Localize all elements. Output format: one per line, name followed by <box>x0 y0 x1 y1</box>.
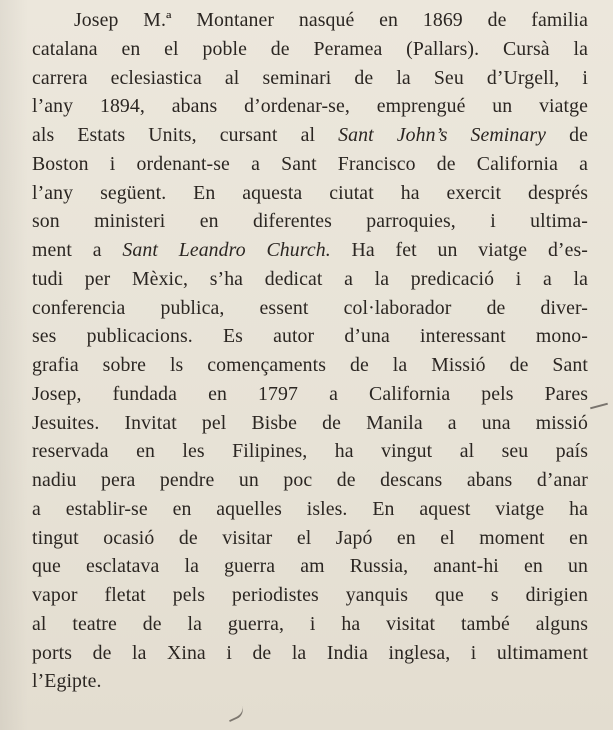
ink-mark <box>224 702 246 722</box>
text-segment: tingut ocasió de visitar el Japó en el moment en <box>32 526 588 549</box>
text-segment: catalana en el poble de Peramea (Pallars). Cursà la <box>32 37 588 60</box>
text-segment: reservada en les Filipines, ha vingut al seu país <box>32 440 588 463</box>
text-segment: a establir-se en aquelles isles. En aquest viatge ha <box>32 497 588 520</box>
italic-text: Sant Leandro Church. <box>122 239 331 261</box>
text-segment: Boston i ordenant-se a Sant Francisco de California a <box>32 152 588 175</box>
text-line <box>32 236 588 265</box>
text-segment: carrera eclesiastica al seminari de la Seu d’Urgell, i <box>32 66 588 89</box>
text-segment: conferencia publica, essent col·laborador de diver- <box>32 296 588 319</box>
text-line <box>32 64 588 93</box>
text-segment: nadiu pera pendre un poc de descans abans d’anar <box>32 469 588 491</box>
text-line <box>32 466 588 495</box>
text-line <box>32 495 588 524</box>
text-line <box>32 265 588 294</box>
text-segment: Ha fet un viatge d’es- <box>330 239 588 261</box>
text-segment: al teatre de la guerra, i ha visitat també alguns <box>32 612 588 635</box>
text-segment: ment a <box>32 239 123 261</box>
text-segment: que esclatava la guerra am Russia, anant-hi en un <box>32 555 588 578</box>
biography-paragraph <box>32 6 588 696</box>
text-line <box>32 294 588 323</box>
text-segment: ports de la Xina i de la India inglesa, i ultimament <box>32 641 588 664</box>
text-segment: l’Egipte. <box>32 670 102 693</box>
text-line <box>32 150 588 179</box>
text-segment: ses publicacions. Es autor d’una interessant mono- <box>32 325 588 348</box>
text-line <box>32 639 588 668</box>
text-line <box>32 322 588 351</box>
text-segment: l’any següent. En aquesta ciutat ha exercit després <box>32 181 588 204</box>
text-line <box>32 35 588 64</box>
text-line <box>32 121 588 150</box>
text-segment: Jesuites. Invitat pel Bisbe de Manila a una missió <box>32 411 588 434</box>
text-line <box>32 351 588 380</box>
text-line <box>32 207 588 236</box>
text-segment: son ministeri en diferentes parroquies, i ultima- <box>32 210 588 233</box>
text-line <box>32 380 588 409</box>
text-line <box>32 552 588 581</box>
text-line <box>32 6 588 35</box>
text-segment: als Estats Units, cursant al <box>32 124 339 146</box>
text-line <box>32 667 588 696</box>
text-segment: Josep, fundada en 1797 a California pels Pares <box>32 382 588 405</box>
italic-text: Sant John’s Seminary <box>338 124 547 146</box>
margin-mark <box>590 403 608 410</box>
text-line <box>32 524 588 553</box>
text-line <box>32 92 588 121</box>
text-segment: Josep M.ª Montaner nasqué en 1869 de familia <box>74 9 588 31</box>
text-segment: tudi per Mèxic, s’ha dedicat a la predicació i a la <box>32 267 588 290</box>
text-line <box>32 610 588 639</box>
text-segment: vapor fletat pels periodistes yanquis que s dirigien <box>32 584 588 606</box>
text-line <box>32 437 588 466</box>
text-line <box>32 179 588 208</box>
text-segment: de <box>546 124 588 146</box>
text-line <box>32 409 588 438</box>
text-segment: grafia sobre ls començaments de la Missió de Sant <box>32 354 588 376</box>
text-segment: l’any 1894, abans d’ordenar-se, emprengué un viatge <box>32 95 588 118</box>
text-line <box>32 581 588 610</box>
